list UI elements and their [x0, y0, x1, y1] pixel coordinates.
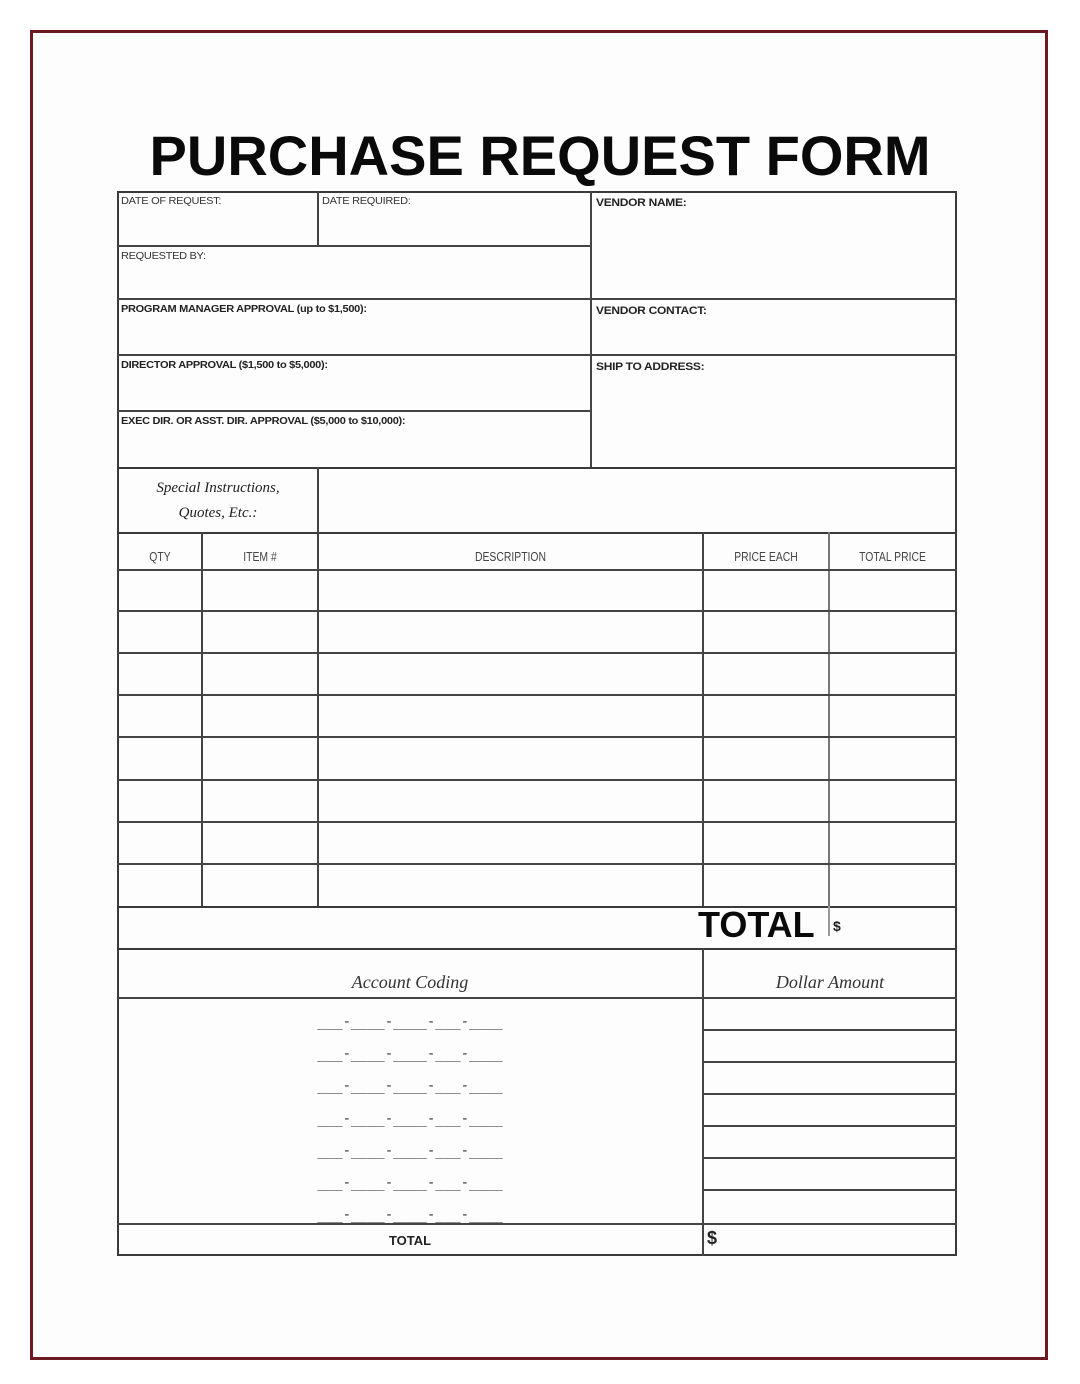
vendor-name-label: VENDOR NAME: — [596, 195, 687, 209]
qty-cell[interactable] — [120, 825, 204, 863]
qty-cell[interactable] — [120, 698, 204, 736]
row-divider — [117, 569, 957, 571]
total-price-cell[interactable] — [831, 825, 957, 863]
description-cell[interactable] — [320, 867, 705, 906]
price-each-cell[interactable] — [705, 698, 831, 736]
item-number-cell[interactable] — [204, 783, 320, 821]
total-price-cell[interactable] — [831, 656, 957, 694]
form-title: PURCHASE REQUEST FORM — [149, 124, 931, 187]
total-price-cell[interactable] — [831, 783, 957, 821]
items-total-label: TOTAL — [698, 904, 815, 945]
description-cell[interactable] — [320, 740, 705, 779]
account-total-label: TOTAL — [388, 1233, 432, 1248]
account-code-line[interactable]: ___-____-____-___-____ — [317, 1078, 503, 1094]
dollar-amount-header: Dollar Amount — [775, 972, 885, 992]
description-cell[interactable] — [320, 573, 705, 611]
account-code-line[interactable]: ___-____-____-___-____ — [317, 1207, 503, 1223]
qty-cell[interactable] — [120, 783, 204, 821]
program-manager-approval-field[interactable] — [121, 320, 589, 354]
divider — [117, 997, 957, 999]
divider — [702, 948, 704, 1256]
divider — [117, 410, 591, 412]
items-total-field[interactable] — [848, 912, 956, 946]
exec-dir-approval-field[interactable] — [121, 432, 589, 466]
account-code-line[interactable]: ___-____-____-___-____ — [317, 1143, 503, 1159]
special-instructions-label-line2: Quotes, Etc.: — [178, 505, 258, 521]
item-number-cell[interactable] — [204, 698, 320, 736]
price-each-cell[interactable] — [705, 656, 831, 694]
row-divider — [117, 694, 957, 696]
price-each-cell[interactable] — [705, 783, 831, 821]
qty-cell[interactable] — [120, 740, 204, 779]
dollar-amount-cell[interactable] — [706, 1064, 956, 1094]
price-each-cell[interactable] — [705, 614, 831, 652]
special-instructions-label-line1: Special Instructions, — [156, 480, 280, 496]
ship-to-address-label: SHIP TO ADDRESS: — [596, 359, 705, 373]
divider — [117, 298, 957, 300]
description-cell[interactable] — [320, 698, 705, 736]
description-cell[interactable] — [320, 614, 705, 652]
total-price-cell[interactable] — [831, 573, 957, 611]
account-code-line[interactable]: ___-____-____-___-____ — [317, 1175, 503, 1191]
qty-cell[interactable] — [120, 614, 204, 652]
vendor-contact-field[interactable] — [596, 322, 954, 354]
description-cell[interactable] — [320, 783, 705, 821]
total-price-cell[interactable] — [831, 740, 957, 779]
special-instructions-field[interactable] — [323, 472, 955, 534]
item-number-cell[interactable] — [204, 740, 320, 779]
qty-cell[interactable] — [120, 656, 204, 694]
divider — [317, 191, 319, 247]
account-total-field[interactable] — [724, 1227, 956, 1255]
description-cell[interactable] — [320, 656, 705, 694]
total-price-cell[interactable] — [831, 867, 957, 906]
vendor-contact-label: VENDOR CONTACT: — [596, 303, 707, 317]
qty-cell[interactable] — [120, 573, 204, 611]
price-each-cell[interactable] — [705, 825, 831, 863]
column-header-total-price: TOTAL PRICE — [859, 549, 926, 564]
column-header-description: DESCRIPTION — [474, 549, 547, 564]
row-divider — [117, 863, 957, 865]
row-divider — [117, 821, 957, 823]
divider — [317, 467, 319, 534]
exec-dir-approval-label: EXEC DIR. OR ASST. DIR. APPROVAL ($5,000 to $10,000): — [121, 415, 406, 427]
row-divider — [117, 779, 957, 781]
dollar-amount-cell[interactable] — [706, 1096, 956, 1126]
account-code-line[interactable]: ___-____-____-___-____ — [317, 1046, 503, 1062]
item-number-cell[interactable] — [204, 656, 320, 694]
requested-by-field[interactable] — [121, 266, 589, 298]
total-price-cell[interactable] — [831, 698, 957, 736]
description-cell[interactable] — [320, 825, 705, 863]
item-number-cell[interactable] — [204, 614, 320, 652]
divider — [828, 906, 830, 936]
price-each-cell[interactable] — [705, 867, 831, 906]
price-each-cell[interactable] — [705, 740, 831, 779]
account-total-currency: $ — [707, 1228, 718, 1248]
price-each-cell[interactable] — [705, 573, 831, 611]
account-coding-header: Account Coding — [351, 972, 469, 992]
requested-by-label: REQUESTED BY: — [121, 250, 206, 262]
items-total-row — [117, 906, 957, 950]
date-of-request-label: DATE OF REQUEST: — [121, 195, 222, 207]
dollar-amount-cell[interactable] — [706, 1128, 956, 1158]
items-total-currency: $ — [833, 918, 841, 934]
date-of-request-field[interactable] — [121, 212, 317, 244]
account-code-line[interactable]: ___-____-____-___-____ — [317, 1111, 503, 1127]
date-required-field[interactable] — [322, 212, 590, 244]
total-price-cell[interactable] — [831, 614, 957, 652]
item-number-cell[interactable] — [204, 867, 320, 906]
divider — [117, 245, 591, 247]
dollar-amount-cell[interactable] — [706, 1160, 956, 1190]
ship-to-address-field[interactable] — [596, 378, 954, 468]
item-number-cell[interactable] — [204, 573, 320, 611]
dollar-amount-cell[interactable] — [706, 1000, 956, 1030]
column-header-item-number: ITEM # — [243, 549, 277, 564]
account-code-line[interactable]: ___-____-____-___-____ — [317, 1014, 503, 1030]
program-manager-approval-label: PROGRAM MANAGER APPROVAL (up to $1,500): — [121, 303, 367, 315]
qty-cell[interactable] — [120, 867, 204, 906]
special-instructions-label — [119, 476, 317, 526]
row-divider — [117, 736, 957, 738]
item-number-cell[interactable] — [204, 825, 320, 863]
column-header-price-each: PRICE EACH — [734, 549, 798, 564]
column-header-qty: QTY — [149, 549, 171, 564]
vendor-name-field[interactable] — [596, 214, 954, 298]
director-approval-field[interactable] — [121, 376, 589, 410]
dollar-amount-cell[interactable] — [706, 1192, 956, 1224]
dollar-amount-cell[interactable] — [706, 1032, 956, 1062]
date-required-label: DATE REQUIRED: — [322, 195, 411, 207]
director-approval-label: DIRECTOR APPROVAL ($1,500 to $5,000): — [121, 359, 328, 371]
row-divider — [117, 652, 957, 654]
divider — [117, 354, 957, 356]
divider — [590, 191, 592, 469]
